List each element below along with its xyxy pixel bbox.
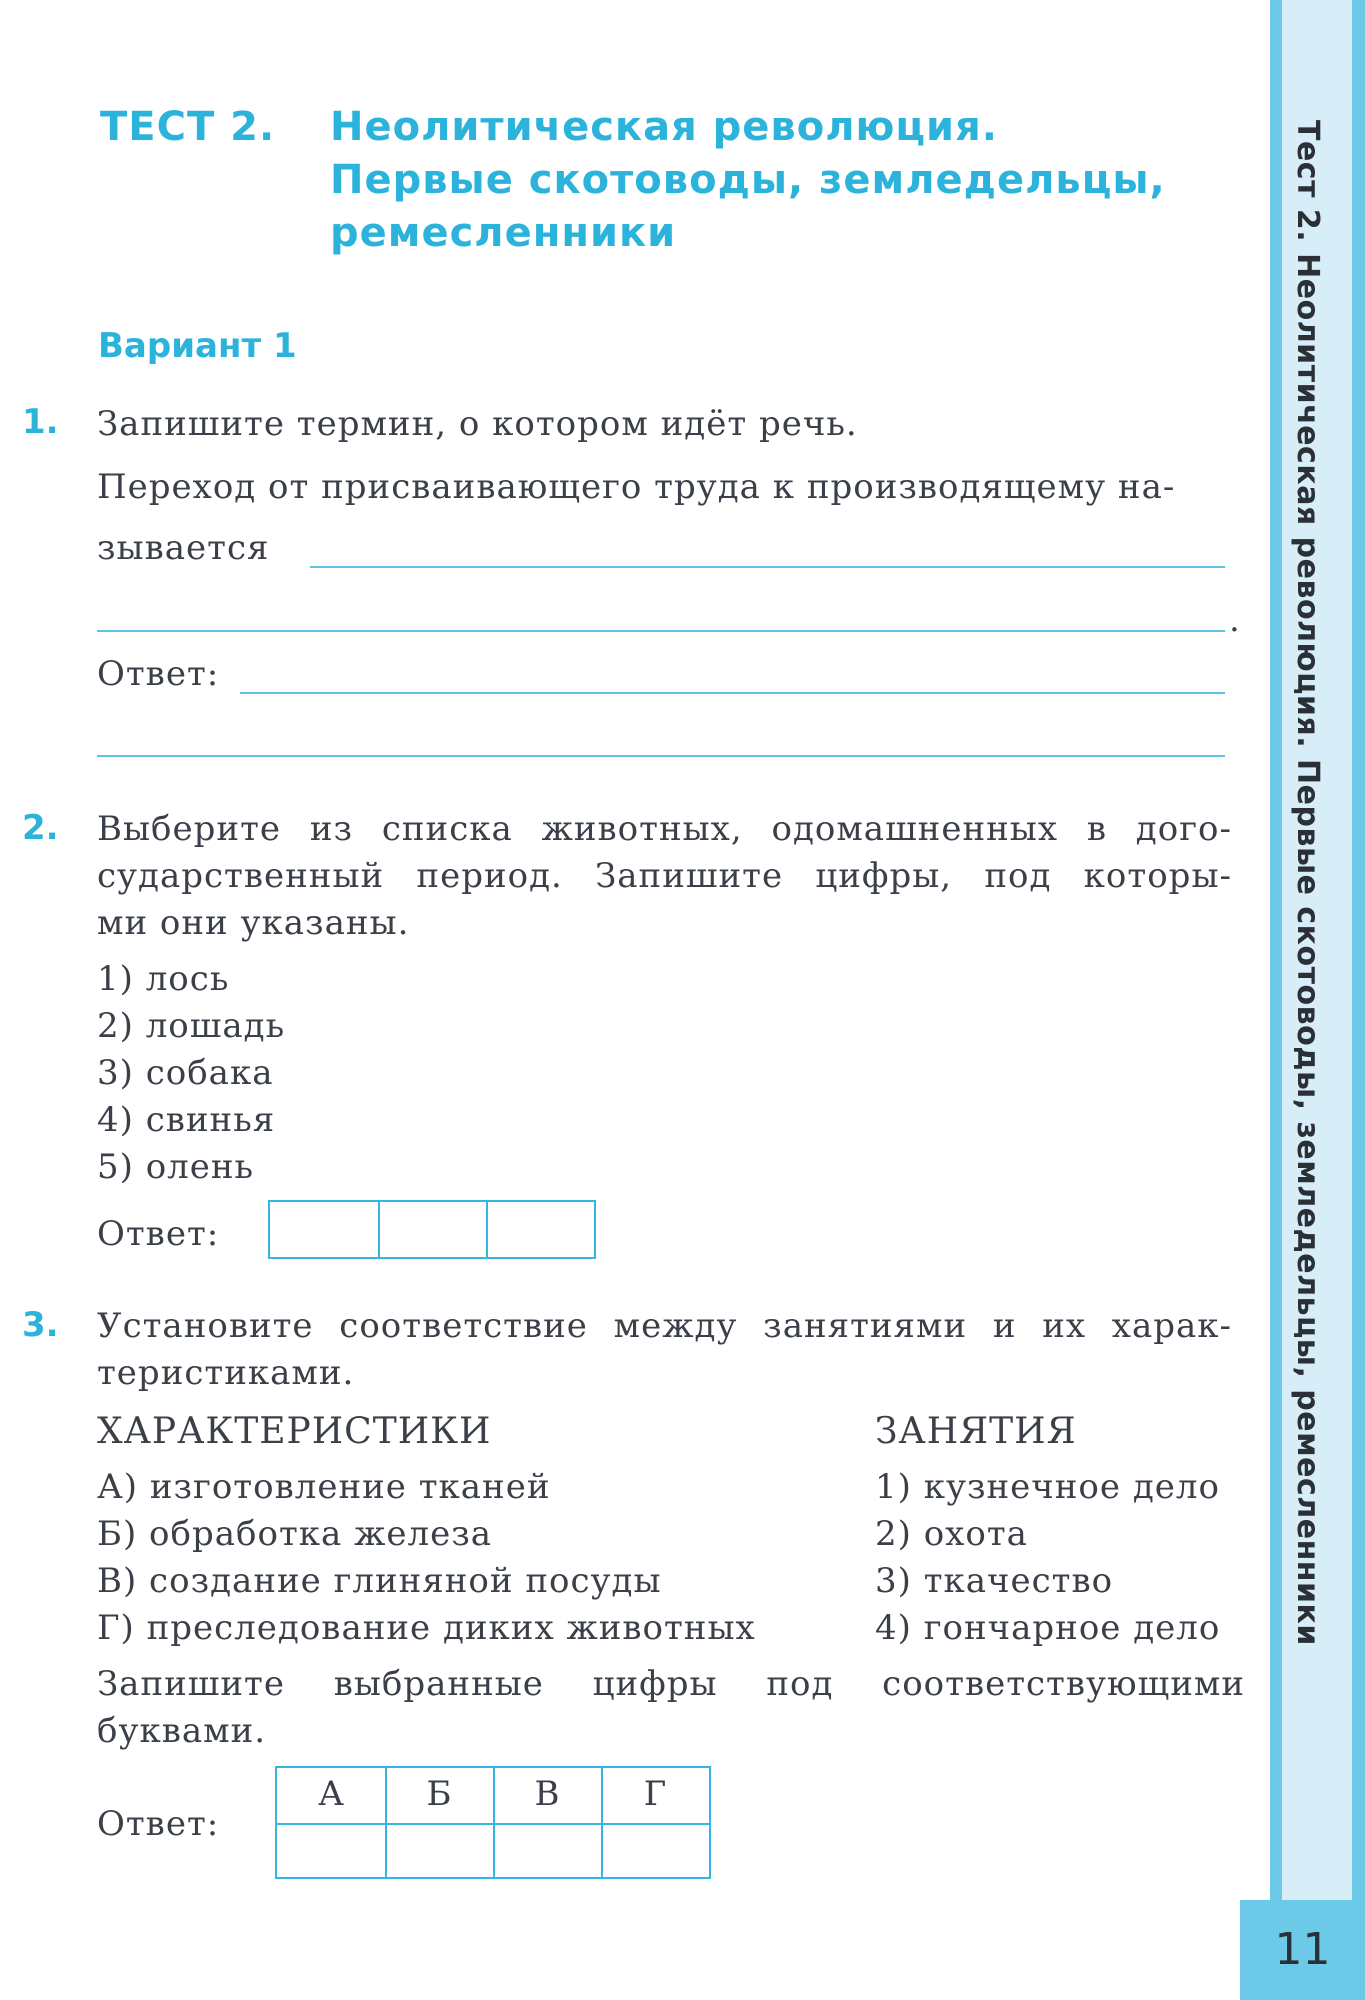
q2-option-4: 4) свинья	[97, 1100, 276, 1140]
title-line-1: Неолитическая революция.	[330, 104, 998, 150]
q3-number: 3.	[22, 1305, 59, 1345]
q1-blank-line-1[interactable]	[310, 566, 1225, 568]
q1-answer-line-1[interactable]	[240, 692, 1225, 694]
q2-option-2: 2) лошадь	[97, 1006, 286, 1046]
q3-characteristic-b: Б) обработка железа	[97, 1514, 493, 1554]
q3-table-header-g: Г	[643, 1774, 667, 1814]
q3-instruction-line-2: буквами.	[97, 1711, 267, 1751]
q2-answer-boxes[interactable]	[268, 1200, 596, 1259]
q3-occupation-3: 3) ткачество	[875, 1561, 1114, 1601]
q1-text-line-2: зывается	[97, 528, 270, 568]
q1-number: 1.	[22, 402, 59, 442]
q3-characteristic-v: В) создание глиняной посуды	[97, 1561, 662, 1601]
q3-occupation-4: 4) гончарное дело	[875, 1608, 1221, 1648]
sidebar-running-title: Тест 2. Неолитическая революция. Первые скотоводы, земледельцы, ремесленники	[1290, 120, 1325, 1646]
q2-number: 2.	[22, 808, 59, 848]
q2-prompt-line-1: Выберите из списка животных, одомашненных в дого-	[97, 809, 1232, 849]
page-number: 11	[1240, 1900, 1365, 2000]
title-line-2: Первые скотоводы, земледельцы,	[330, 157, 1166, 203]
q2-answer-label: Ответ:	[97, 1214, 220, 1254]
q2-option-3: 3) собака	[97, 1053, 274, 1093]
q3-characteristic-g: Г) преследование диких животных	[97, 1608, 756, 1648]
q1-answer-line-2[interactable]	[97, 755, 1225, 757]
test-label: ТЕСТ 2.	[100, 104, 276, 150]
q3-table-header-a: А	[318, 1774, 344, 1814]
q3-prompt-line-2: теристиками.	[97, 1353, 355, 1393]
q1-text-line-1: Переход от присваивающего труда к производящему на-	[97, 467, 1176, 507]
q3-answer-label: Ответ:	[97, 1804, 220, 1844]
q3-answer-table[interactable]	[275, 1766, 711, 1879]
title-line-3: ремесленники	[330, 210, 677, 256]
q2-answer-cell-divider-2	[486, 1202, 488, 1257]
q1-blank-line-2[interactable]	[97, 630, 1225, 632]
q3-table-header-v: В	[534, 1774, 560, 1814]
q2-option-5: 5) олень	[97, 1147, 255, 1187]
q2-option-1: 1) лось	[97, 959, 230, 999]
q1-prompt: Запишите термин, о котором идёт речь.	[97, 404, 858, 444]
q3-instruction-line-1: Запишите выбранные цифры под соответствующими	[97, 1664, 1245, 1704]
q3-table-header-b: Б	[426, 1774, 452, 1814]
q1-answer-label: Ответ:	[97, 654, 220, 694]
q3-prompt-line-1: Установите соответствие между занятиями и их харак-	[97, 1306, 1232, 1346]
q3-characteristics-header: ХАРАКТЕРИСТИКИ	[97, 1411, 492, 1452]
q3-occupation-1: 1) кузнечное дело	[875, 1467, 1220, 1507]
q2-prompt-line-2: сударственный период. Запишите цифры, под которы-	[97, 856, 1232, 896]
q3-occupation-2: 2) охота	[875, 1514, 1028, 1554]
variant-heading: Вариант 1	[98, 326, 297, 366]
q1-period: .	[1229, 600, 1241, 640]
q3-occupations-header: ЗАНЯТИЯ	[875, 1411, 1077, 1452]
q2-answer-cell-divider-1	[378, 1202, 380, 1257]
q3-characteristic-a: А) изготовление тканей	[97, 1467, 551, 1507]
q2-prompt-line-3: ми они указаны.	[97, 903, 410, 943]
